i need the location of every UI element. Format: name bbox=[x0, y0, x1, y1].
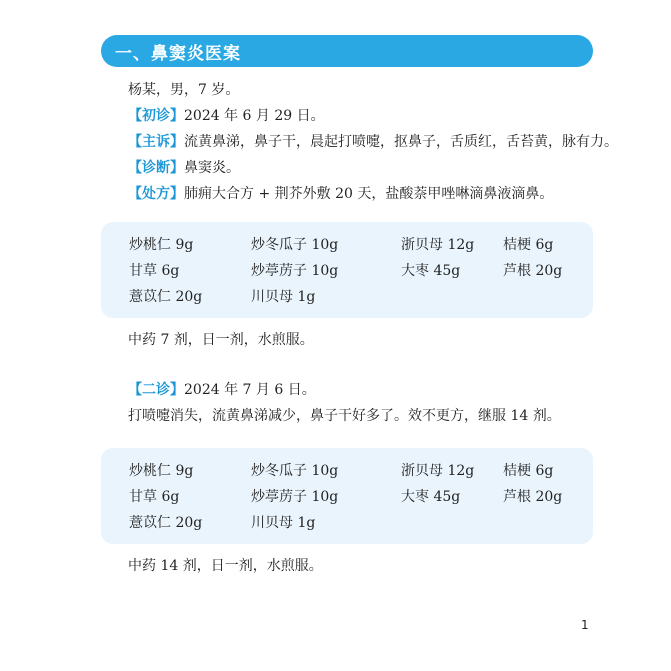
herb-box-1 bbox=[101, 222, 593, 318]
herb-item: 桔梗 6g bbox=[503, 463, 554, 479]
prescription-line bbox=[128, 184, 553, 204]
herb-item: 川贝母 1g bbox=[251, 289, 316, 305]
herb-item: 川贝母 1g bbox=[251, 515, 316, 531]
second-visit-note: 打喷嚏消失，流黄鼻涕减少，鼻子干好多了。效不更方，继服 14 剂。 bbox=[128, 408, 561, 424]
herb-item: 大枣 45g bbox=[401, 489, 461, 505]
second-visit-line bbox=[128, 380, 316, 400]
patient-info: 杨某，男，7 岁。 bbox=[128, 82, 240, 98]
herb-item: 炒桃仁 9g bbox=[129, 463, 194, 479]
first-visit-date: 2024 年 6 月 29 日。 bbox=[184, 108, 325, 124]
second-dosage: 中药 14 剂，日一剂，水煎服。 bbox=[128, 558, 323, 574]
herb-item: 浙贝母 12g bbox=[401, 237, 475, 253]
second-visit-tag: 【二诊】 bbox=[128, 382, 184, 398]
herb-item: 甘草 6g bbox=[129, 489, 180, 505]
herb-item: 芦根 20g bbox=[503, 263, 563, 279]
section-header bbox=[101, 35, 593, 67]
herb-item: 芦根 20g bbox=[503, 489, 563, 505]
herb-item: 炒桃仁 9g bbox=[129, 237, 194, 253]
herb-box-2 bbox=[101, 448, 593, 544]
prescription-text: 肺痈大合方 + 荆芥外敷 20 天，盐酸萘甲唑啉滴鼻液滴鼻。 bbox=[184, 186, 554, 202]
diagnosis-tag: 【诊断】 bbox=[128, 160, 184, 176]
first-visit-tag: 【初诊】 bbox=[128, 108, 184, 124]
herb-item: 炒冬瓜子 10g bbox=[251, 237, 339, 253]
diagnosis-text: 鼻窦炎。 bbox=[184, 160, 240, 176]
diagnosis-line bbox=[128, 158, 240, 178]
complaint-tag: 【主诉】 bbox=[128, 134, 184, 150]
herb-item: 浙贝母 12g bbox=[401, 463, 475, 479]
complaint-line bbox=[128, 132, 618, 152]
complaint-text: 流黄鼻涕，鼻子干，晨起打喷嚏，抠鼻子，舌质红，舌苔黄，脉有力。 bbox=[184, 134, 618, 150]
herb-item: 炒冬瓜子 10g bbox=[251, 463, 339, 479]
herb-item: 炒葶苈子 10g bbox=[251, 489, 339, 505]
herb-item: 薏苡仁 20g bbox=[129, 289, 203, 305]
first-visit-line bbox=[128, 106, 325, 126]
prescription-tag: 【处方】 bbox=[128, 186, 184, 202]
herb-item: 薏苡仁 20g bbox=[129, 515, 203, 531]
first-dosage: 中药 7 剂，日一剂，水煎服。 bbox=[128, 332, 314, 348]
herb-item: 大枣 45g bbox=[401, 263, 461, 279]
page-number: 1 bbox=[581, 618, 589, 632]
herb-item: 桔梗 6g bbox=[503, 237, 554, 253]
herb-item: 甘草 6g bbox=[129, 263, 180, 279]
second-visit-date: 2024 年 7 月 6 日。 bbox=[184, 382, 316, 398]
section-title: 一、鼻窦炎医案 bbox=[115, 44, 241, 64]
herb-item: 炒葶苈子 10g bbox=[251, 263, 339, 279]
